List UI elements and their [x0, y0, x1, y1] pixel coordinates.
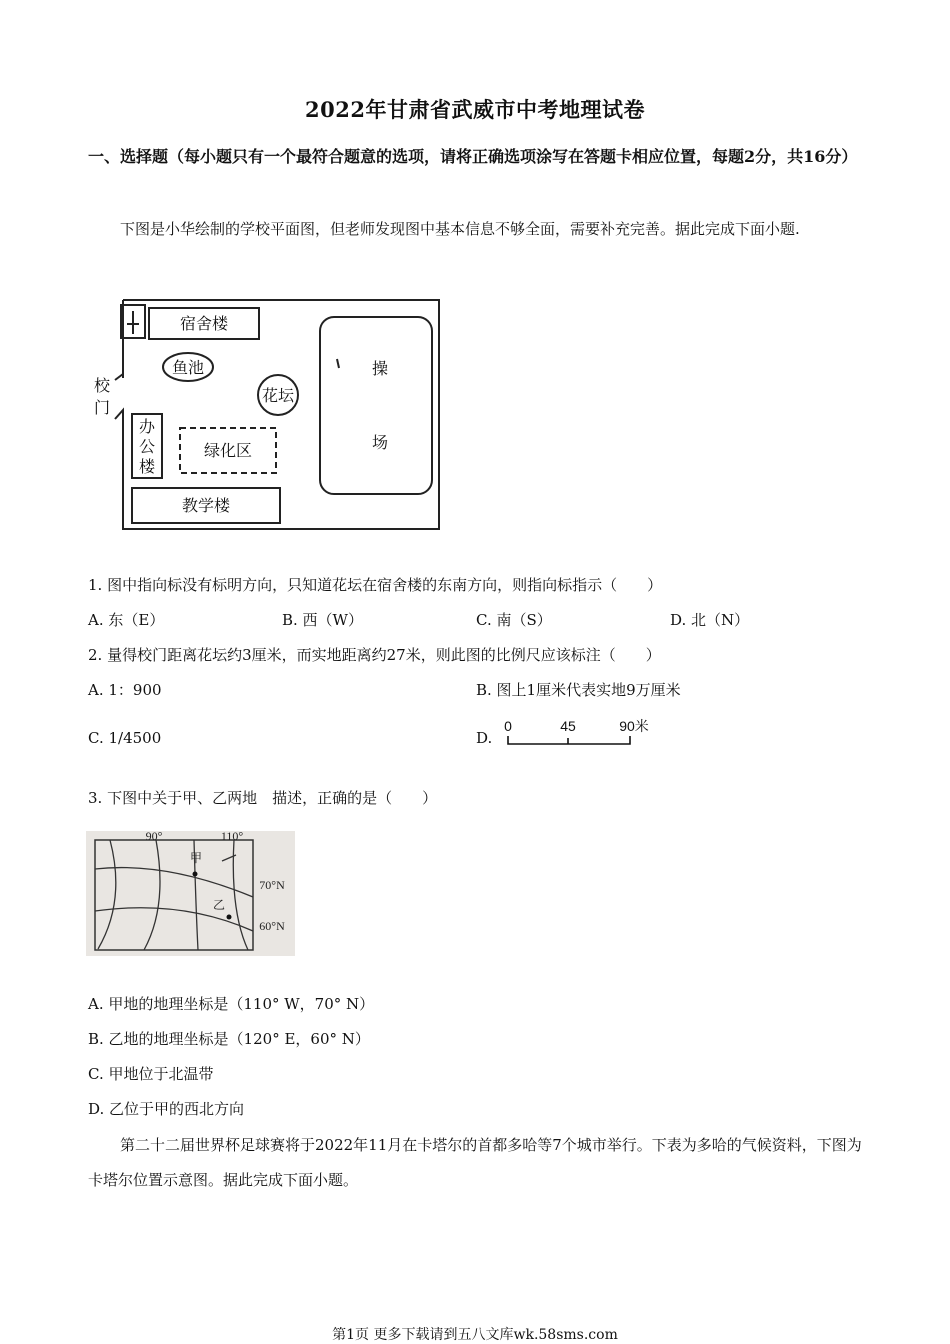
playground-label-2: 场	[371, 435, 389, 452]
green-area-label: 绿化区	[203, 443, 253, 460]
question-3-stem: 3. 下图中关于甲、乙两地 描述，正确的是（ ）	[88, 789, 438, 807]
gate-label-2: 门	[93, 400, 111, 417]
q1-option-b[interactable]: B. 西（W）	[282, 611, 363, 629]
intro-paragraph-2: 第二十二届世界杯足球赛将于2022年11月在卡塔尔的首都多哈等7个城市举行。下表为多哈的气候资料，下图为卡塔尔位置示意图。据此完成下面小题。	[88, 1136, 862, 1189]
q2-option-d[interactable]: D.	[476, 729, 493, 747]
flowerbed-label: 花坛	[261, 388, 295, 405]
section-heading: 一、选择题（每小题只有一个最符合题意的选项，请将正确选项涂写在答题卡相应位置，每题2分，共16分）	[88, 147, 858, 166]
office-label-3: 楼	[138, 459, 156, 476]
page-footer: 第1页 更多下载请到五八文库wk.58sms.com	[332, 1327, 618, 1343]
q2-option-c[interactable]: C. 1/4500	[88, 729, 162, 747]
q1-option-c[interactable]: C. 南（S）	[476, 611, 552, 629]
playground-label-1: 操	[371, 361, 389, 378]
q1-option-a[interactable]: A. 东（E）	[88, 611, 165, 629]
scale-bar	[500, 716, 660, 748]
q1-option-d[interactable]: D. 北（N）	[670, 611, 750, 629]
scale-label-90: 90米	[619, 718, 649, 734]
question-2-stem: 2. 量得校门距离花坛约3厘米，而实地距离约27米，则此图的比例尺应该标注（ ）	[88, 646, 661, 664]
scale-label-0: 0	[504, 718, 512, 734]
scale-label-45: 45	[560, 718, 576, 734]
q3-option-a[interactable]: A. 甲地的地理坐标是（110° W，70° N）	[88, 995, 375, 1013]
office-label-2: 公	[138, 439, 156, 456]
point-yi-label: 乙	[212, 898, 226, 912]
office-label-1: 办	[138, 419, 156, 436]
lat-lon-grid-map	[86, 831, 295, 956]
question-1-stem: 1. 图中指向标没有标明方向，只知道花坛在宿舍楼的东南方向，则指向标指示（ ）	[88, 576, 663, 594]
lon-label-90: 90°	[145, 829, 163, 843]
lon-label-110: 110°	[220, 829, 244, 843]
lat-label-70: 70°N	[259, 878, 285, 892]
q3-option-c[interactable]: C. 甲地位于北温带	[88, 1065, 214, 1083]
point-jia-label: 甲	[189, 851, 203, 865]
dorm-label: 宿舍楼	[179, 316, 229, 333]
gate-label-1: 校	[93, 378, 111, 395]
page-title: 2022年甘肃省武威市中考地理试卷	[305, 97, 645, 122]
lat-label-60: 60°N	[259, 919, 285, 933]
q2-option-a[interactable]: A. 1：900	[88, 681, 162, 699]
intro-paragraph-1: 下图是小华绘制的学校平面图，但老师发现图中基本信息不够全面，需要补充完善。据此完成下面小题.	[120, 220, 800, 238]
teaching-building-label: 教学楼	[181, 498, 231, 515]
school-plan-map	[93, 297, 442, 533]
fishpond-label: 鱼池	[171, 360, 205, 377]
q2-option-b[interactable]: B. 图上1厘米代表实地9万厘米	[476, 681, 681, 699]
q3-option-d[interactable]: D. 乙位于甲的西北方向	[88, 1100, 245, 1118]
q3-option-b[interactable]: B. 乙地的地理坐标是（120° E，60° N）	[88, 1030, 370, 1048]
